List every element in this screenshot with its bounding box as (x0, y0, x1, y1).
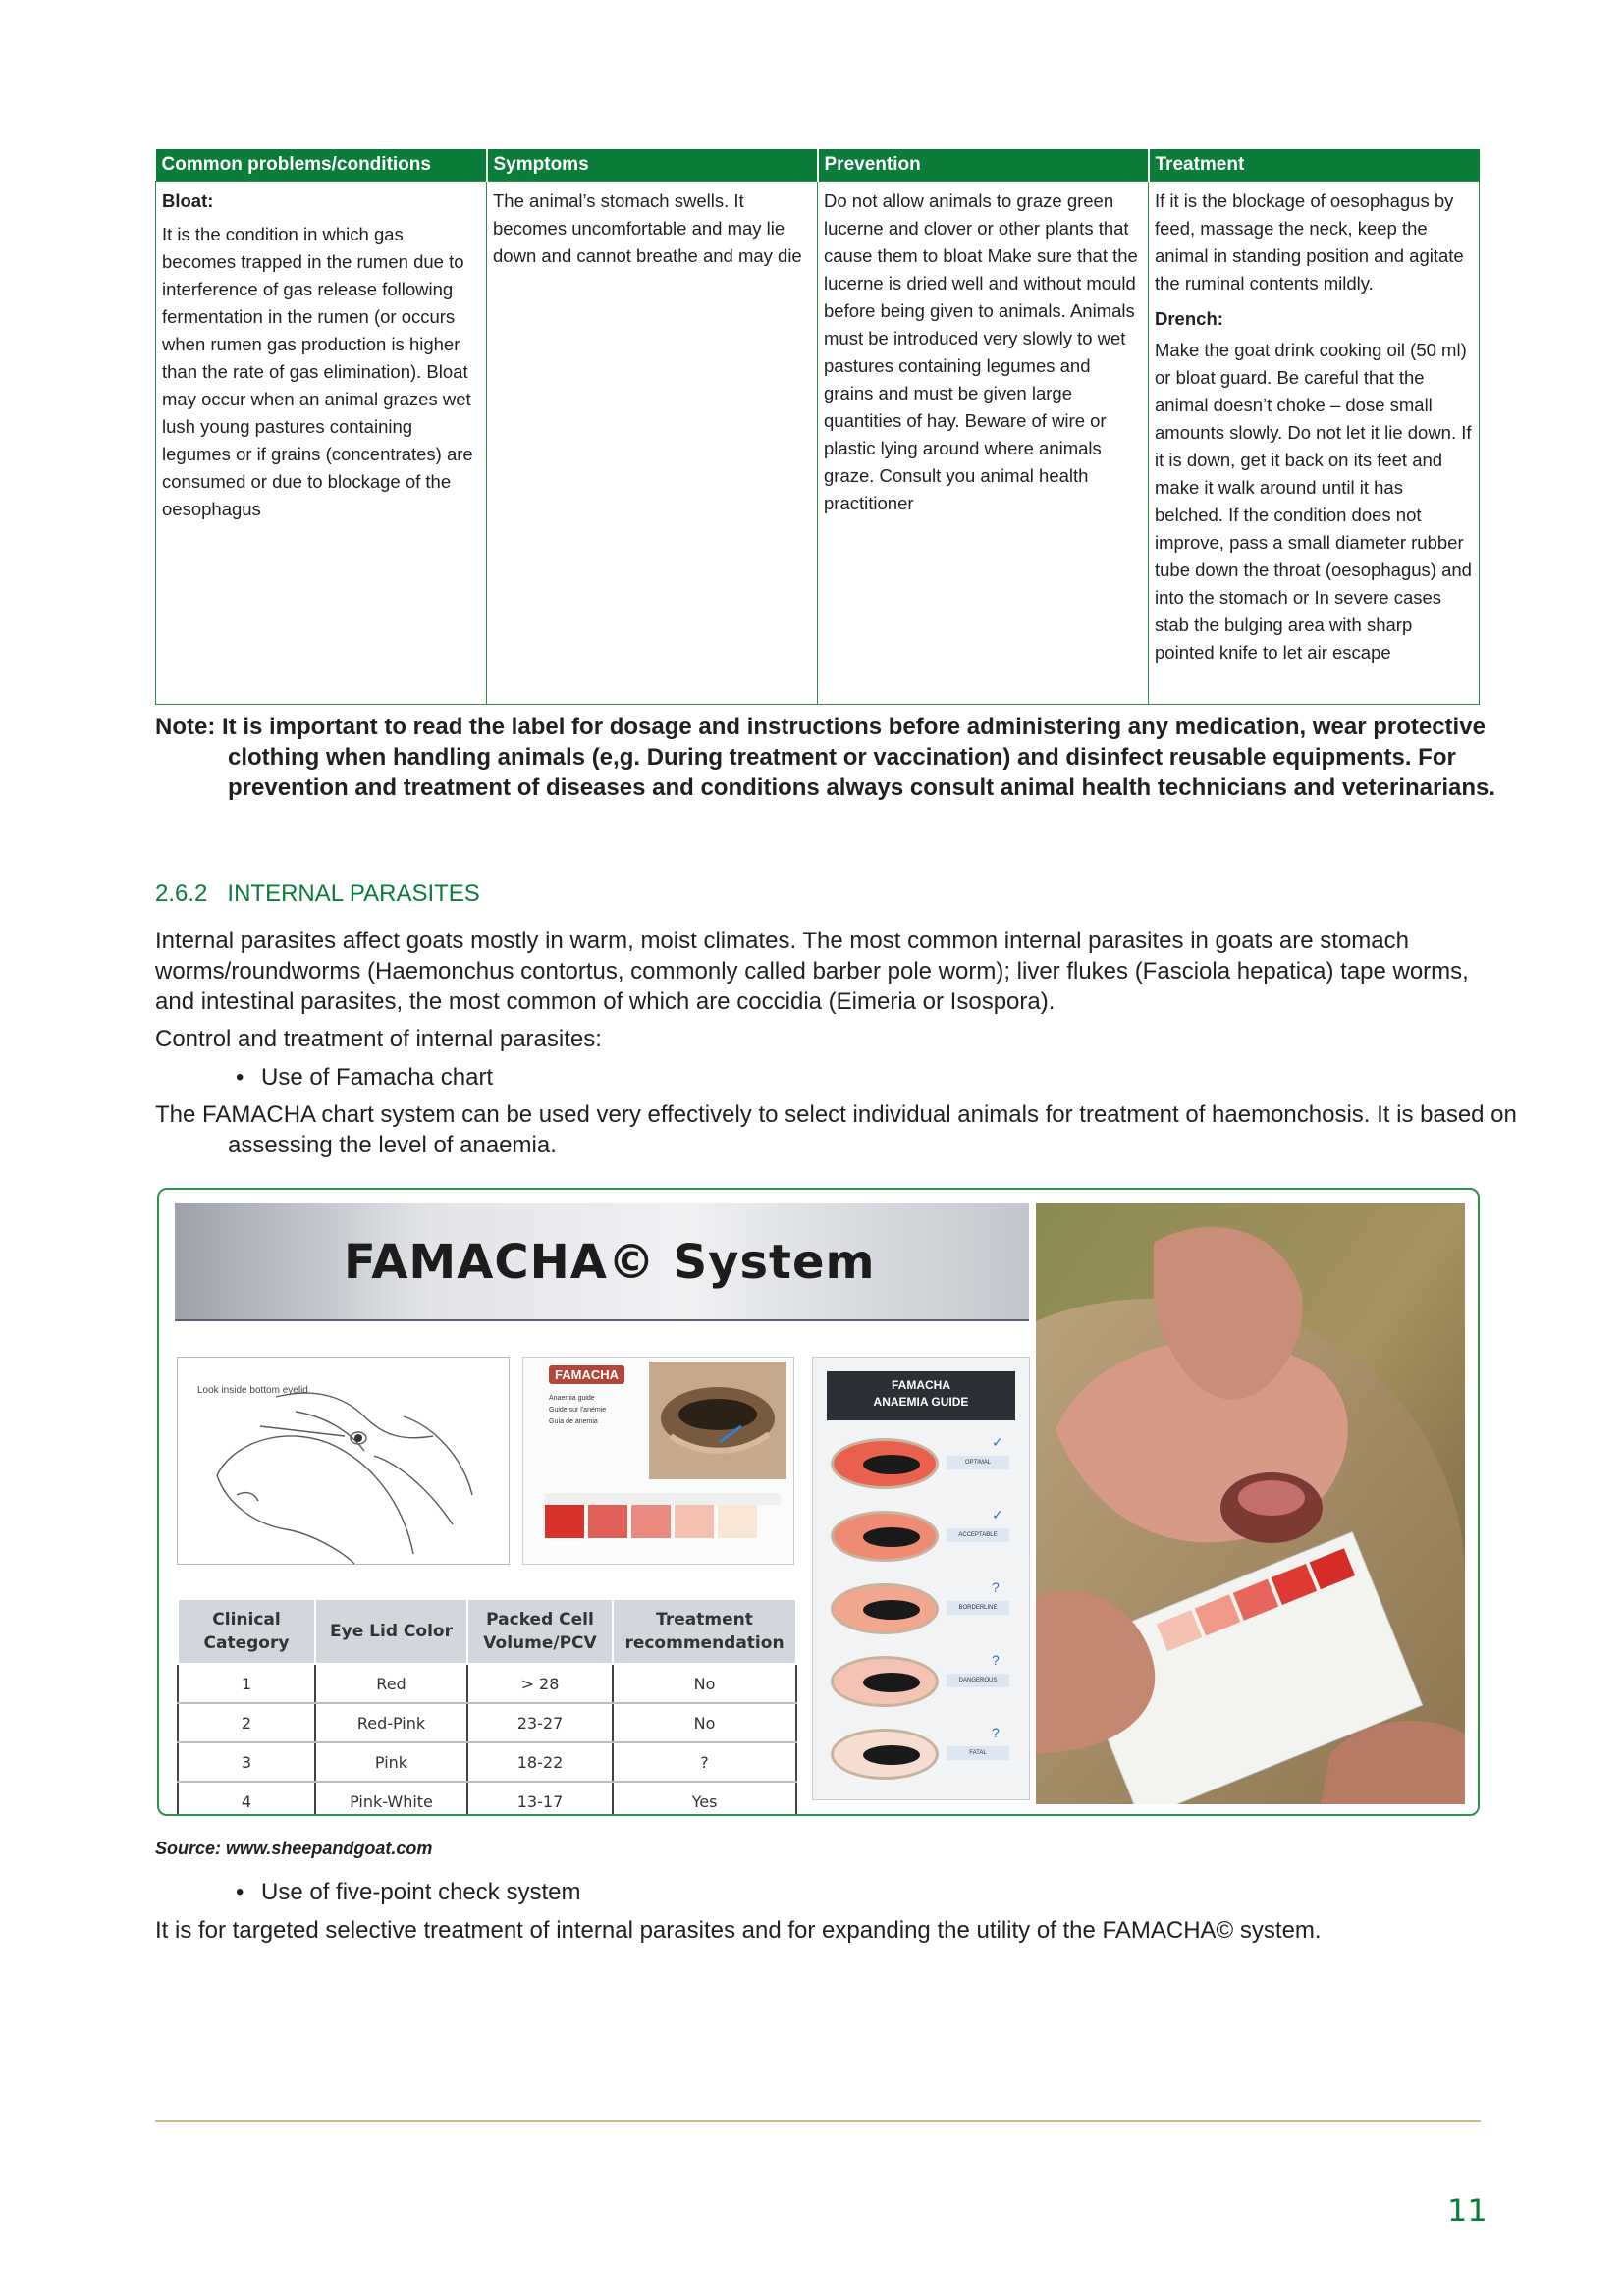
cell-category: 2 (178, 1703, 315, 1742)
eye-pupil (863, 1673, 920, 1692)
eyelid-swatch (831, 1729, 939, 1780)
card-eye-drawing (523, 1358, 793, 1564)
eyelid-swatch (831, 1583, 939, 1634)
cell-category: 3 (178, 1742, 315, 1782)
guide-card-header (827, 1371, 1015, 1420)
cell-treatment: No (613, 1703, 796, 1742)
eye-pupil (863, 1600, 920, 1620)
question-icon: ? (992, 1579, 1000, 1595)
header-clinical-category: Clinical Category (178, 1599, 315, 1664)
header-treatment: Treatment (1149, 149, 1480, 182)
category-table-body (178, 1664, 796, 1816)
eye-pupil (863, 1527, 920, 1547)
cell-pcv: 13-17 (467, 1782, 613, 1816)
guide-level-label: DANGEROUS (947, 1674, 1009, 1687)
anaemia-guide-card (812, 1357, 1030, 1800)
figure-source: Source: www.sheepandgoat.com (155, 1839, 433, 1858)
section-title: INTERNAL PARASITES (227, 881, 480, 907)
card-tag: FAMACHA (549, 1365, 624, 1384)
famacha-figure (157, 1188, 1480, 1816)
five-point-paragraph: It is for targeted selective treatment of internal parasites and for expanding the utility of the FAMACHA© system. (155, 1917, 1322, 1944)
problems-table-header (156, 149, 1480, 182)
problems-table (155, 149, 1480, 705)
bullet-five-point-text: Use of five-point check system (261, 1879, 581, 1905)
eye-pupil (863, 1455, 920, 1474)
bullet-five-point (236, 1877, 580, 1907)
bullet-dot: • (236, 1879, 244, 1905)
guide-eye-row (827, 1723, 1015, 1782)
question-icon: ? (992, 1725, 1000, 1740)
cell-eyelid-color: Red-Pink (315, 1703, 467, 1742)
drench-title: Drench: (1155, 308, 1223, 329)
condition-cell (156, 182, 487, 705)
symptoms-cell (487, 182, 818, 705)
condition-description: It is the condition in which gas becomes trapped in the rumen due to interference of gas release following fermentation in the rumen (or occurs when rumen gas production is higher than the rate of gas elimination). Bloat may occur when an animal grazes wet lush young pastures containing legumes or if grains (concentrates) are consumed or due to blockage of the oesophagus (162, 224, 473, 519)
header-prevention: Prevention (818, 149, 1149, 182)
condition-title: Bloat: (162, 190, 214, 211)
treatment-cell (1149, 182, 1480, 705)
drench-text: Make the goat drink cooking oil (50 ml) or bloat guard. Be careful that the animal doesn’t choke – dose small amounts slowly. Do not let it lie down. If it is down, get it back on its feet and make it walk around until it has belched. If the condition does not improve, pass a small diameter rubber tube down the throat (oesophagus) and into the stomach or In severe cases stab the bulging area with sharp pointed knife to let air escape (1155, 340, 1472, 663)
bullet-dot: • (236, 1064, 244, 1091)
famacha-paragraph: The FAMACHA chart system can be used very effectively to select individual animals for treatment of haemonchosis. It is based on assessing the level of anaemia. (155, 1101, 1517, 1158)
footer-rule (155, 2120, 1481, 2122)
guide-card-title: FAMACHA (892, 1378, 950, 1392)
cell-treatment: Yes (613, 1782, 796, 1816)
check-icon: ✓ (992, 1507, 1003, 1522)
table-row (178, 1742, 796, 1782)
treatment-intro: If it is the blockage of oesophagus by feed, massage the neck, keep the animal in standing position and agitate the ruminal contents mildly. (1155, 190, 1464, 294)
cell-treatment: ? (613, 1742, 796, 1782)
sketch-caption: Look inside bottom eyelid (197, 1385, 308, 1396)
eyelid-swatch (831, 1656, 939, 1707)
eyelid-sketch (177, 1357, 510, 1565)
guide-eye-row (827, 1432, 1015, 1491)
sheep-eye-photo (1036, 1203, 1465, 1804)
prevention-text: Do not allow animals to graze green lucerne and clover or other plants that cause them to bloat Make sure that the lucerne is dried well and without mould before being given to animals. Animals must be introduced very slowly to wet pastures containing legumes and grains and must be given large quantities of hay. Beware of wire or plastic lying around where animals graze. Consult you animal health practitioner (824, 190, 1138, 513)
guide-eye-row (827, 1505, 1015, 1564)
question-icon: ? (992, 1652, 1000, 1668)
famacha-banner-title: FAMACHA© System (344, 1235, 876, 1290)
cell-eyelid-color: Pink-White (315, 1782, 467, 1816)
eyelid-swatch (831, 1438, 939, 1489)
control-heading: Control and treatment of internal parasites: (155, 1026, 602, 1052)
famacha-category-table (177, 1598, 797, 1816)
header-eye-lid-color: Eye Lid Color (315, 1599, 467, 1664)
section-number: 2.6.2 (155, 881, 208, 907)
famacha-card-photo (522, 1357, 794, 1565)
photo-drawing (1036, 1203, 1465, 1804)
guide-eye-row (827, 1577, 1015, 1636)
page-number: 11 (1447, 2192, 1488, 2229)
cell-category: 4 (178, 1782, 315, 1816)
cell-eyelid-color: Pink (315, 1742, 467, 1782)
note-paragraph: Note: It is important to read the label for dosage and instructions before administering any medication, wear protective clothing when handling animals (e,g. During treatment or vaccination) and disinfect reusable equipments. For prevention and treatment of diseases and conditions always consult animal health technicians and veterinarians. (155, 714, 1496, 801)
table-row (178, 1782, 796, 1816)
guide-eye-row (827, 1650, 1015, 1709)
table-row (178, 1703, 796, 1742)
header-pcv: Packed Cell Volume/PCV (467, 1599, 613, 1664)
section-heading (155, 881, 480, 908)
cell-treatment: No (613, 1664, 796, 1703)
cell-pcv: 18-22 (467, 1742, 613, 1782)
header-symptoms: Symptoms (487, 149, 818, 182)
intro-paragraph: Internal parasites affect goats mostly in warm, moist climates. The most common internal parasites in goats are stomach worms/roundworms (Haemonchus contortus, commonly called barber pole worm); liver flukes (Fasciola hepatica) tape worms, and intestinal parasites, the most common of which are coccidia (Eimeria or Isospora). (155, 928, 1469, 1015)
check-icon: ✓ (992, 1434, 1003, 1450)
prevention-cell (818, 182, 1149, 705)
cell-eyelid-color: Red (315, 1664, 467, 1703)
cell-pcv: 23-27 (467, 1703, 613, 1742)
header-treatment-recommendation: Treatment recommendation (613, 1599, 796, 1664)
bullet-famacha-text: Use of Famacha chart (261, 1064, 494, 1091)
eyelid-swatch (831, 1511, 939, 1562)
card-line: Guide sur l'anémie (549, 1407, 607, 1414)
bullet-famacha (236, 1062, 493, 1093)
guide-level-label: ACCEPTABLE (947, 1528, 1009, 1542)
guide-level-label: FATAL (947, 1746, 1009, 1760)
card-line: Guía de anemia (549, 1418, 598, 1425)
guide-level-label: OPTIMAL (947, 1456, 1009, 1469)
eye-pupil (863, 1745, 920, 1765)
cell-category: 1 (178, 1664, 315, 1703)
card-line: Anaemia guide (549, 1395, 595, 1402)
category-table-header (178, 1599, 796, 1664)
guide-level-label: BORDERLINE (947, 1601, 1009, 1615)
guide-card-subtitle: ANAEMIA GUIDE (873, 1395, 969, 1409)
table-row (156, 182, 1480, 705)
famacha-banner (175, 1203, 1029, 1321)
symptoms-text: The animal’s stomach swells. It becomes uncomfortable and may lie down and cannot breathe and may die (493, 190, 802, 266)
table-row (178, 1664, 796, 1703)
cell-pcv: > 28 (467, 1664, 613, 1703)
header-problems: Common problems/conditions (156, 149, 487, 182)
